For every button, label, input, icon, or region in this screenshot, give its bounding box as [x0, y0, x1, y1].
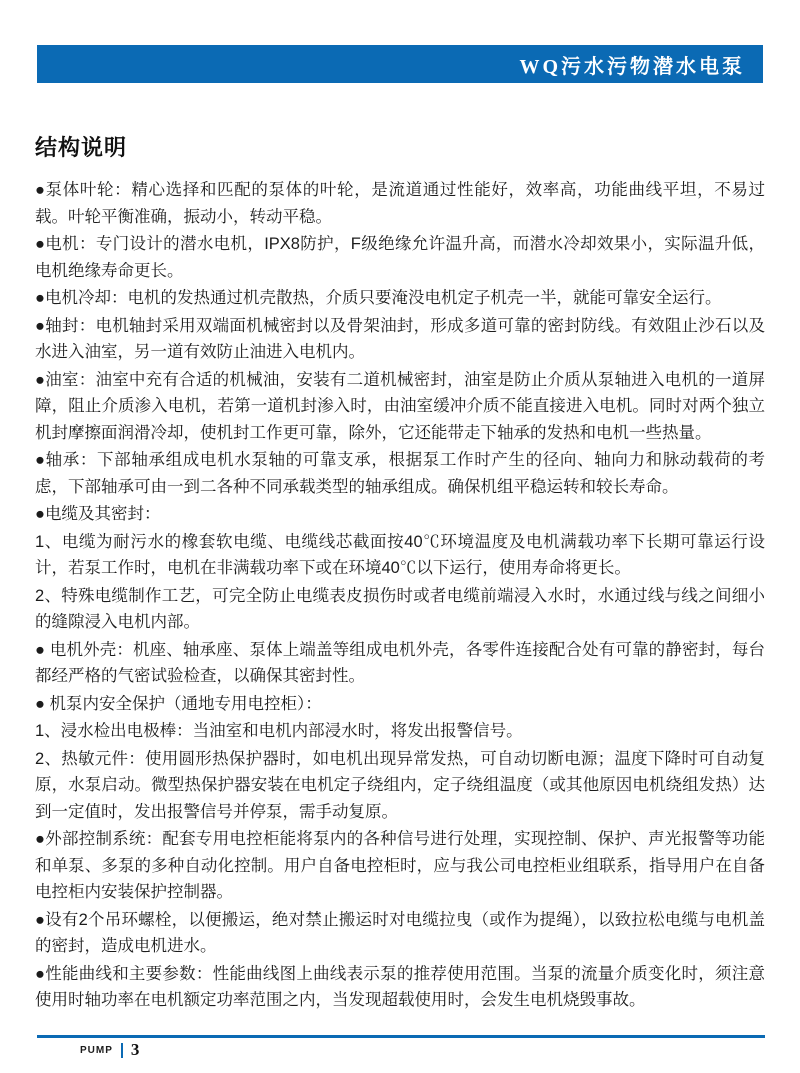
paragraph: ● 电机外壳：机座、轴承座、泵体上端盖等组成电机外壳，各零件连接配合处有可靠的静密封，每台都经严格的气密试验检查，以确保其密封性。	[35, 640, 765, 685]
page-title: 结构说明	[35, 135, 128, 160]
paragraph: ●电机冷却：电机的发热通过机壳散热，介质只要淹没电机定子机壳一半，就能可靠安全运行。	[35, 289, 722, 307]
paragraph: ●电缆及其密封：	[35, 505, 161, 523]
paragraph: ●电机：专门设计的潜水电机，IPX8防护，F级绝缘允许温升高，而潜水冷却效果小，实际温升低，电机绝缘寿命更长。	[35, 235, 765, 280]
paragraph: ●轴封：电机轴封采用双端面机械密封以及骨架油封，形成多道可靠的密封防线。有效阻止沙石以及水进入油室，另一道有效防止油进入电机内。	[35, 316, 765, 361]
footer-meta	[80, 1040, 139, 1060]
footer-brand-label: PUMP	[80, 1044, 113, 1056]
paragraph-list	[35, 177, 765, 1014]
header-band	[37, 45, 763, 83]
paragraph: ●性能曲线和主要参数：性能曲线图上曲线表示泵的推荐使用范围。当泵的流量介质变化时，须注意使用时轴功率在电机额定功率范围之内，当发现超载使用时，会发生电机烧毁事故。	[35, 964, 765, 1009]
header-title: WQ污水污物潜水电泵	[519, 55, 745, 78]
paragraph: 2、特殊电缆制作工艺，可完全防止电缆表皮损伤时或者电缆前端浸入水时，水通过线与线之间细小的缝隙浸入电机内部。	[35, 586, 765, 631]
footer-divider	[121, 1043, 123, 1058]
paragraph: ●油室：油室中充有合适的机械油，安装有二道机械密封，油室是防止介质从泵轴进入电机的一道屏障，阻止介质渗入电机，若第一道机封渗入时，由油室缓冲介质不能直接进入电机。同时对两个独立机封摩擦面润滑冷却，使机封工作更可靠，除外，它还能带走下轴承的发热和电机一些热量。	[35, 370, 765, 442]
main-content	[35, 131, 765, 1015]
paragraph: ● 机泵内安全保护（通地专用电控柜）：	[35, 694, 322, 713]
footer-rule	[37, 1035, 765, 1038]
footer-page-number: 3	[130, 1040, 140, 1059]
paragraph: ●外部控制系统：配套专用电控柜能将泵内的各种信号进行处理，实现控制、保护、声光报警等功能和单泵、多泵的多种自动化控制。用户自备电控柜时，应与我公司电控柜业组联系，指导用户在自备电控柜内安装保护控制器。	[35, 830, 765, 901]
paragraph: 2、热敏元件：使用圆形热保护器时，如电机出现异常发热，可自动切断电源；温度下降时可自动复原，水泵启动。微型热保护器安装在电机定子绕组内，定子绕组温度（或其他原因电机绕组发热）达到一定值时，发出报警信号并停泵，需手动复原。	[35, 749, 765, 821]
paragraph: ●轴承：下部轴承组成电机水泵轴的可靠支承，根据泵工作时产生的径向、轴向力和脉动载荷的考虑，下部轴承可由一到二各种不同承载类型的轴承组成。确保机组平稳运转和较长寿命。	[35, 451, 765, 496]
paragraph: 1、电缆为耐污水的橡套软电缆、电缆线芯截面按40℃环境温度及电机满载功率下长期可靠运行设计，若泵工作时，电机在非满载功率下或在环境40℃以下运行，使用寿命将更长。	[35, 532, 765, 577]
paragraph: 1、浸水检出电极棒：当油室和电机内部浸水时，将发出报警信号。	[35, 722, 523, 740]
paragraph: ●设有2个吊环螺栓，以便搬运，绝对禁止搬运时对电缆拉曳（或作为提绳），以致拉松电缆与电机盖的密封，造成电机进水。	[35, 910, 765, 955]
paragraph: ●泵体叶轮：精心选择和匹配的泵体的叶轮，是流道通过性能好，效率高，功能曲线平坦，不易过载。叶轮平衡准确，振动小，转动平稳。	[35, 181, 765, 226]
